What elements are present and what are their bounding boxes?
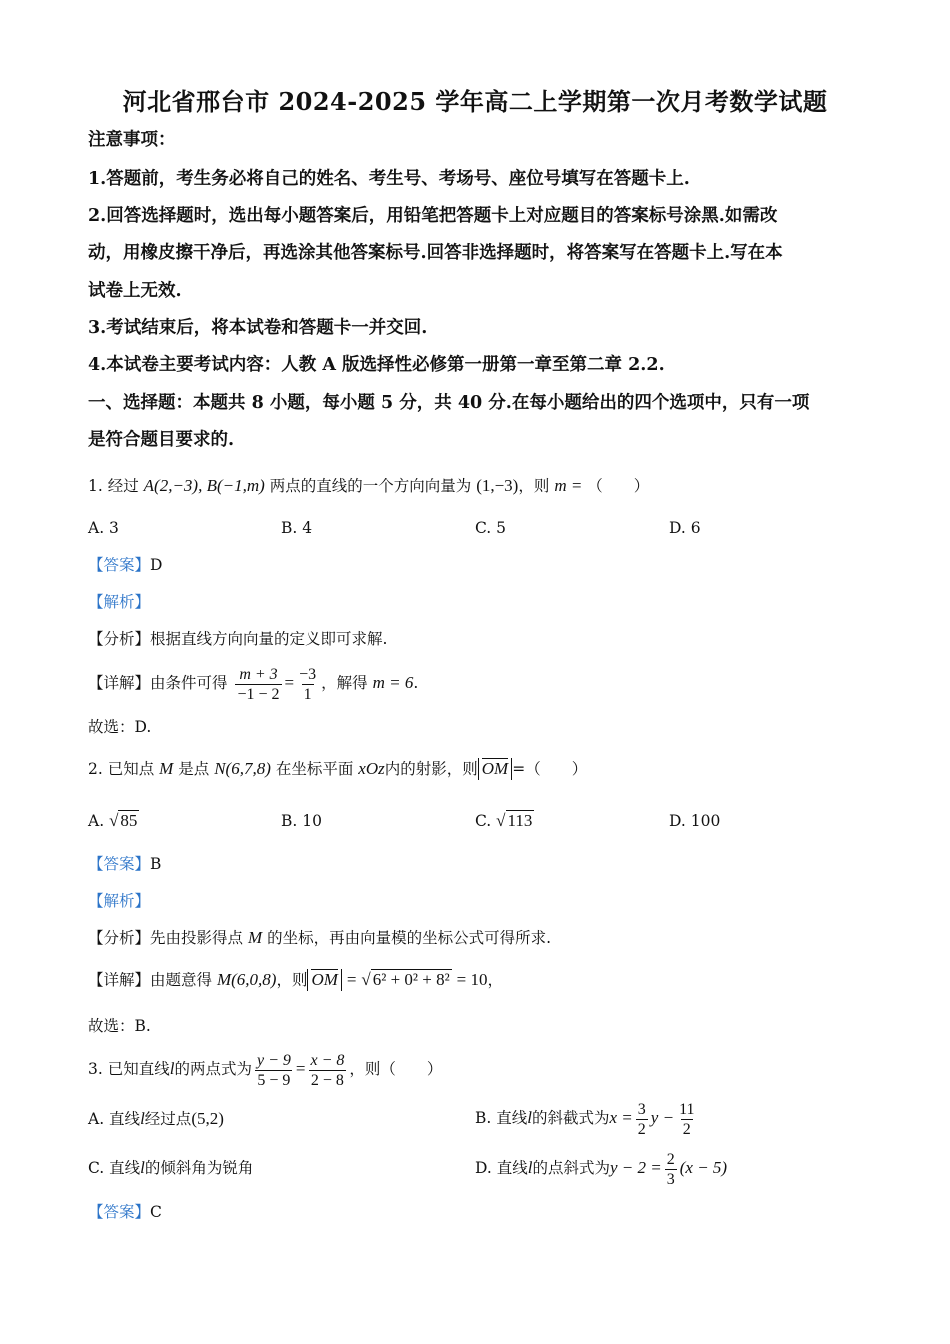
q3-opt-c-mid: 的倾斜角为锐角 xyxy=(144,1159,254,1177)
q3-eq: = xyxy=(295,1059,306,1078)
q2-prefix: 2. 已知点 xyxy=(88,760,155,778)
q1-prefix: 1. 经过 xyxy=(88,477,139,495)
q3-fraction-2 xyxy=(308,1051,346,1090)
q1-mid: 两点的直线的一个方向向量为 xyxy=(269,477,472,495)
q3-prefix: 3. 已知直线 xyxy=(88,1060,170,1078)
q1-detail xyxy=(88,661,418,705)
q1-detail-result: m = 6 xyxy=(372,673,414,692)
q2-fenxi xyxy=(88,927,551,949)
q2-detail-eq: = xyxy=(346,970,357,989)
q3-option-d xyxy=(475,1146,727,1190)
fenxi-tag: 【分析】 xyxy=(88,630,151,648)
q2-option-c xyxy=(475,810,534,832)
q3-opt-b-frac1 xyxy=(636,1100,648,1139)
q1-detail-end: . xyxy=(413,674,419,692)
q3-opt-d-rhs: (x − 5) xyxy=(679,1158,728,1177)
fenxi-tag: 【分析】 xyxy=(88,929,151,947)
q1-fraction-2 xyxy=(297,665,318,704)
q2-answer xyxy=(88,853,161,875)
q3-opt-a-point: (5,2) xyxy=(191,1109,224,1128)
q2-abs xyxy=(478,758,512,780)
q2-point-n: N(6,7,8) xyxy=(214,759,271,778)
q2-opt-c-label: C. xyxy=(475,812,492,830)
q3-opt-b-f1-den: 2 xyxy=(637,1120,646,1138)
q2-analysis-tag: 【解析】 xyxy=(88,892,151,910)
q1-frac2-num: −3 xyxy=(299,665,317,683)
q1-fraction-1 xyxy=(235,665,281,704)
q1-fenxi xyxy=(88,628,387,650)
q3-opt-a-mid: 经过点 xyxy=(144,1110,192,1128)
q3-opt-b-text: B. 直线 xyxy=(475,1109,528,1127)
q3-opt-b-f1-num: 3 xyxy=(637,1100,646,1118)
q2-mid1: 是点 xyxy=(178,760,210,778)
q3-answer xyxy=(88,1201,162,1223)
page-title: 河北省邢台市 2024-2025 学年高二上学期第一次月考数学试题 xyxy=(122,87,828,116)
q1-frac1-den: −1 − 2 xyxy=(237,685,280,703)
q3-line-l: l xyxy=(169,1059,175,1078)
q1-option-c: C. 5 xyxy=(475,519,507,537)
q2-detail-vector: OM xyxy=(311,970,338,989)
q2-opt-c-rad: 113 xyxy=(507,811,533,830)
q3-opt-d-f-den: 3 xyxy=(666,1170,675,1188)
q1-eq: = xyxy=(284,673,295,692)
q2-option-d: D. 100 xyxy=(669,812,721,830)
q3-option-c xyxy=(88,1157,253,1179)
q3-opt-d-f-num: 2 xyxy=(666,1150,675,1168)
q3-opt-d-l: l xyxy=(527,1158,533,1177)
notice-item: 2.回答选择题时，选出每小题答案后，用铅笔把答题卡上对应题目的答案标号涂黑.如需改 xyxy=(88,206,778,226)
q3-opt-d-mid: 的点斜式为 xyxy=(532,1159,610,1177)
q2-answer-value: B xyxy=(150,855,162,873)
section-heading-cont: 是符合题目要求的. xyxy=(88,430,235,450)
sqrt-icon: √ 6² + 0² + 8² xyxy=(361,970,450,989)
q1-conclusion: 故选：D. xyxy=(88,718,152,736)
q3-opt-b-f2-den: 2 xyxy=(682,1120,691,1138)
q2-detail-end: ， xyxy=(487,971,503,989)
q3-f1-num: y − 9 xyxy=(256,1051,291,1069)
q3-opt-d-lhs: y − 2 = xyxy=(609,1158,662,1177)
q2-detail-mid: ，则 xyxy=(276,971,308,989)
q1-frac1-num: m + 3 xyxy=(239,665,278,683)
notice-item: 动，用橡皮擦干净后，再选涂其他答案标号.回答非选择题时，将答案写在答题卡上.写在本 xyxy=(88,243,783,263)
q1-answer-value: D xyxy=(150,556,163,574)
q1-ask: m = xyxy=(554,476,583,495)
q3-opt-d-text: D. 直线 xyxy=(475,1159,528,1177)
q3-option-b xyxy=(475,1096,699,1140)
q1-vector: (1,−3) xyxy=(476,476,519,495)
q1-frac2-den: 1 xyxy=(303,685,312,703)
q3-f1-den: 5 − 9 xyxy=(257,1071,291,1089)
xiangjie-tag: 【详解】 xyxy=(88,674,151,692)
q1-paren: （ ） xyxy=(587,477,650,495)
q1-answer xyxy=(88,554,162,576)
q3-opt-b-x: x = xyxy=(609,1108,633,1127)
q3-option-a xyxy=(88,1108,224,1130)
q2-option-b: B. 10 xyxy=(281,812,322,830)
q2-plane: xOz xyxy=(358,759,385,778)
notice-item: 1.答题前，考生务必将自己的姓名、考生号、考场号、座位号填写在答题卡上. xyxy=(88,169,690,189)
q2-conclusion: 故选：B. xyxy=(88,1017,151,1035)
answer-tag: 【答案】 xyxy=(88,855,151,873)
q3-f2-den: 2 − 8 xyxy=(310,1071,344,1089)
q2-fenxi-prefix: 先由投影得点 xyxy=(150,929,244,947)
q3-opt-b-f2-num: 11 xyxy=(679,1100,695,1118)
notice-item: 3.考试结束后，将本试卷和答题卡一并交回. xyxy=(88,318,428,338)
q3-opt-d-frac xyxy=(665,1150,677,1189)
q2-opt-a-label: A. xyxy=(88,812,105,830)
q3-opt-a-l: l xyxy=(140,1109,145,1128)
q2-vector: OM xyxy=(481,759,509,778)
question-3-stem xyxy=(88,1047,442,1091)
q1-option-d: D. 6 xyxy=(669,519,701,537)
q2-point-m: M xyxy=(159,759,174,778)
q2-mid2: 在坐标平面 xyxy=(275,760,354,778)
q1-analysis-tag: 【解析】 xyxy=(88,593,151,611)
q3-mid: 的两点式为 xyxy=(174,1060,252,1078)
answer-tag: 【答案】 xyxy=(88,556,151,574)
q3-suffix: ，则（ ） xyxy=(349,1060,443,1078)
sqrt-icon: √ 85 xyxy=(109,811,138,830)
q3-fraction-1 xyxy=(255,1051,293,1090)
question-1-stem xyxy=(88,475,649,497)
q2-mid3: 内的射影，则 xyxy=(384,760,478,778)
q3-opt-c-text: C. 直线 xyxy=(88,1159,141,1177)
q2-detail-point: M(6,0,8) xyxy=(216,970,277,989)
q2-detail-abs xyxy=(307,969,341,991)
q3-opt-b-mid: 的斜截式为 xyxy=(531,1109,610,1127)
q3-opt-a-text: A. 直线 xyxy=(88,1110,141,1128)
q1-option-b: B. 4 xyxy=(281,519,313,537)
q1-suffix: ，则 xyxy=(518,477,550,495)
question-2-stem xyxy=(88,758,587,780)
q2-detail-res: = 10 xyxy=(456,970,488,989)
section-heading: 一、选择题：本题共 8 小题，每小题 5 分，共 40 分.在每小题给出的四个选项中，只有一项 xyxy=(88,393,810,413)
notice-heading: 注意事项： xyxy=(88,130,176,150)
q2-ask: =（ ） xyxy=(512,760,588,778)
q2-fenxi-m: M xyxy=(247,928,263,947)
q3-answer-value: C xyxy=(150,1203,162,1221)
q3-f2-num: x − 8 xyxy=(310,1051,345,1069)
q3-opt-b-l: l xyxy=(527,1108,532,1127)
q1-detail-mid: ，解得 xyxy=(321,674,368,692)
xiangjie-tag: 【详解】 xyxy=(88,971,151,989)
sqrt-icon: √ 113 xyxy=(496,811,533,830)
notice-item: 4.本试卷主要考试内容：人教 A 版选择性必修第一册第一章至第二章 2.2. xyxy=(88,355,665,375)
q1-option-a: A. 3 xyxy=(88,519,119,537)
q3-opt-b-y: y − xyxy=(650,1108,675,1127)
q2-fenxi-suffix: 的坐标，再由向量模的坐标公式可得所求. xyxy=(267,929,552,947)
q1-fenxi-text: 根据直线方向向量的定义即可求解. xyxy=(150,630,388,648)
q2-option-a xyxy=(88,810,139,832)
q3-opt-c-l: l xyxy=(140,1158,145,1177)
q3-opt-b-frac2 xyxy=(677,1100,696,1139)
q2-detail-rad: 6² + 0² + 8² xyxy=(372,970,450,989)
q2-opt-a-rad: 85 xyxy=(120,811,138,830)
q1-detail-prefix: 由条件可得 xyxy=(150,674,228,692)
q2-detail-prefix: 由题意得 xyxy=(150,971,213,989)
q1-points: A(2,−3), B(−1,m) xyxy=(143,476,265,495)
q2-detail xyxy=(88,969,503,991)
answer-tag: 【答案】 xyxy=(88,1203,151,1221)
notice-item: 试卷上无效. xyxy=(88,281,182,301)
